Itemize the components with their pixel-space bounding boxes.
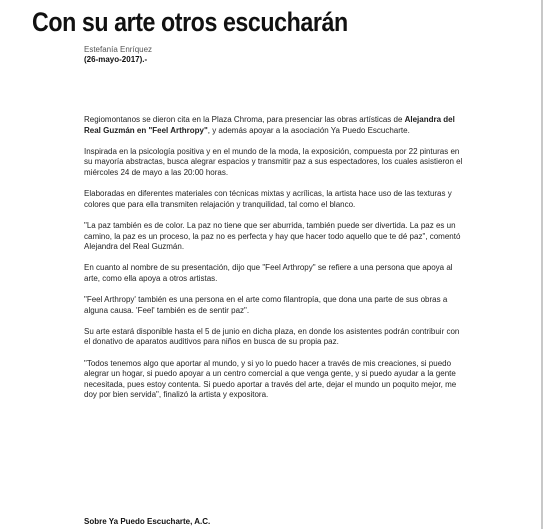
paragraph-7: Su arte estará disponible hasta el 5 de junio en dicha plaza, en donde los asistentes podrán contribuir con el donativo de aparatos auditivos para niños en busca de su propia paz. xyxy=(84,326,460,347)
paragraph-1-lead: Regiomontanos se dieron cita en la Plaza Chroma, para presenciar las obras artísticas de xyxy=(84,115,405,124)
paragraph-1 xyxy=(84,115,464,136)
article-meta xyxy=(84,45,152,65)
paragraph-6: "Feel Arthropy' también es una persona en el arte como filantropía, que dona una parte de sus obras a alguna causa. 'Feel' también es de sentir paz". xyxy=(84,295,448,315)
paragraph-1-tail: , y además apoyar a la asociación Ya Puedo Escucharte. xyxy=(207,125,410,135)
paragraph-8-quote: "Todos tenemos algo que aportar al mundo, y si yo lo puedo hacer a través de mis creaciones, si puedo alegrar un hogar, si puedo apoyar a un centro comercial a que venga gente, y si puedo ayudar a la gente necesitada, pues estoy contenta. Si puedo aportar a través del arte, dejar el mundo un poquito mejor, me doy por bien servida", finalizó la artista y expositora. xyxy=(84,358,457,400)
article-author: Estefanía Enríquez xyxy=(84,45,153,54)
paragraph-3: Elaboradas en diferentes materiales con técnicas mixtas y acrílicas, la artista hace uso de las texturas y colores que para ella transmiten relajación y tranquilidad, tal como el blanco. xyxy=(84,189,452,209)
article-title: Con su arte otros escucharán xyxy=(32,7,348,37)
paragraph-2: Inspirada en la psicología positiva y en el mundo de la moda, la exposición, compuesta por 22 pinturas en su mayoría abstractas, busca alegrar espacios y transmitir paz a sus espectadores, los cuales asistieron el miércoles 24 de mayo a las 20:00 horas. xyxy=(84,146,463,177)
article-body xyxy=(84,115,464,412)
article-date: (26-mayo-2017).- xyxy=(84,55,148,64)
paragraph-4-quote: "La paz también es de color. La paz no tiene que ser aburrida, también puede ser divertida. La paz es un camino, la paz es un proceso, la paz no es perfecta y hay que hacer todo aquello que te dé paz", comentó Alejandra del Real Guzmán. xyxy=(84,220,461,252)
section-heading-about: Sobre Ya Puedo Escucharte, A.C. xyxy=(84,517,211,526)
artist-exhibition-name: Alejandra del Real Guzmán en "Feel Arthropy" xyxy=(84,115,455,135)
paragraph-5: En cuanto al nombre de su presentación, dijo que "Feel Arthropy" se refiere a una persona que apoya al arte, como ella apoya a otros artistas. xyxy=(84,263,453,283)
